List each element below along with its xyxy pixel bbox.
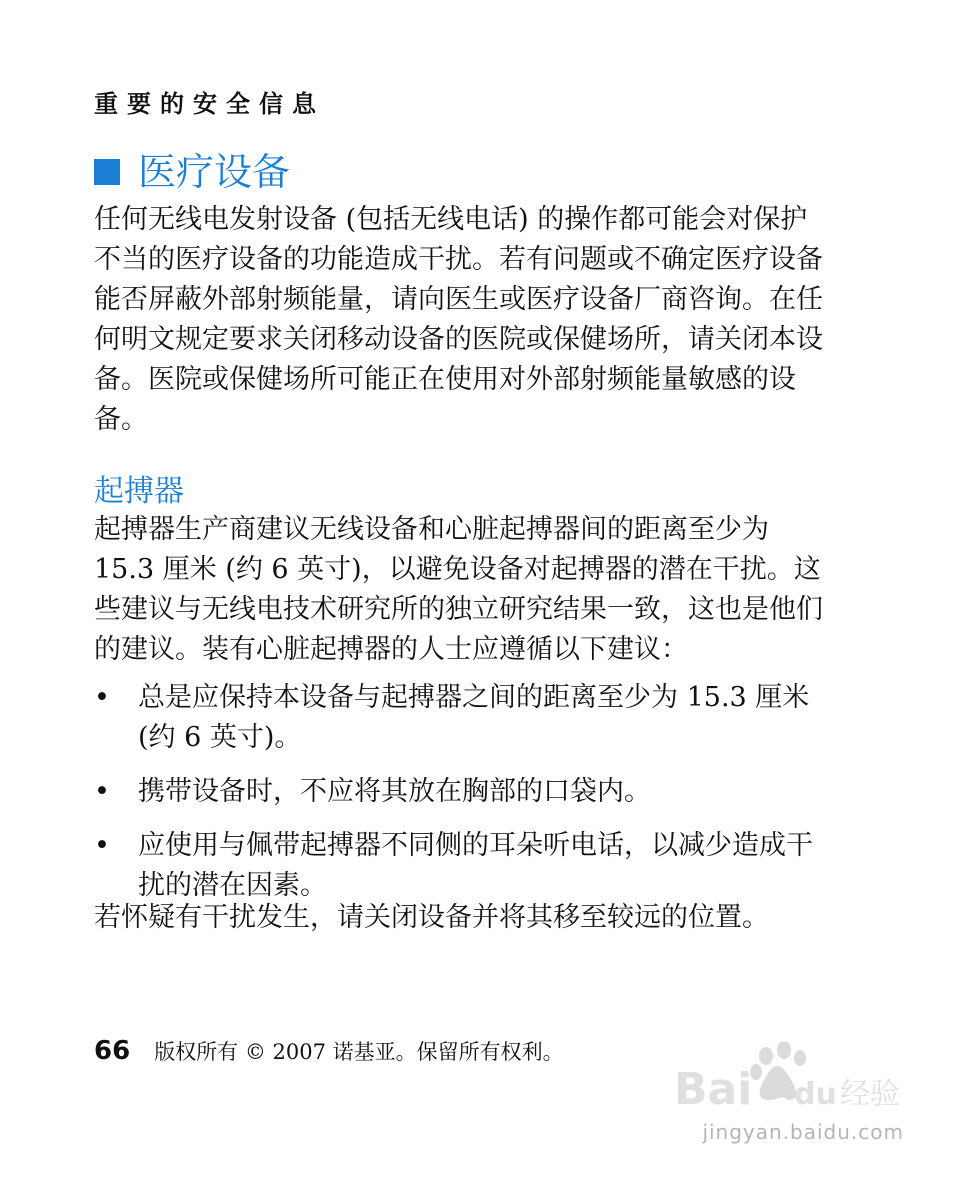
svg-text:du: du bbox=[794, 1077, 837, 1112]
page-footer bbox=[94, 1036, 564, 1066]
svg-text:经验: 经验 bbox=[840, 1077, 900, 1112]
list-item-text: 总是应保持本设备与起搏器之间的距离至少为 15.3 厘米 (约 6 英寸)。 bbox=[138, 682, 810, 753]
intro-paragraph: 任何无线电发射设备 (包括无线电话) 的操作都可能会对保护不当的医疗设备的功能造成干扰。若有问题或不确定医疗设备能否屏蔽外部射频能量，请向医生或医疗设备厂商咨询。在任何明文规定要求关闭移动设备的医院或保健场所，请关闭本设备。医院或保健场所可能正在使用对外部射频能量敏感的设备。 bbox=[94, 204, 823, 435]
bullet-icon: • bbox=[94, 682, 110, 713]
pacemaker-heading: 起搏器 bbox=[94, 474, 184, 509]
page-number: 66 bbox=[94, 1036, 131, 1066]
pacemaker-paragraph: 起搏器生产商建议无线设备和心脏起搏器间的距离至少为 15.3 厘米 (约 6 英寸)，以避免设备对起搏器的潜在干扰。这些建议与无线电技术研究所的独立研究结果一致，这也是他们的建议。装有心脏起搏器的人士应遵循以下建议： bbox=[94, 514, 823, 665]
section-marker-icon bbox=[94, 159, 120, 185]
list-item-text: 携带设备时，不应将其放在胸部的口袋内。 bbox=[138, 776, 651, 807]
bullet-icon: • bbox=[94, 830, 110, 861]
watermark-url: jingyan.baidu.com bbox=[702, 1120, 904, 1144]
list-item bbox=[94, 678, 829, 758]
list-item bbox=[94, 826, 829, 906]
recommendation-list bbox=[94, 678, 829, 920]
list-item bbox=[94, 772, 829, 812]
section-title-text: 医疗设备 bbox=[138, 150, 291, 194]
list-item-text: 应使用与佩带起搏器不同侧的耳朵听电话，以减少造成干扰的潜在因素。 bbox=[138, 830, 813, 901]
bullet-icon: • bbox=[94, 776, 110, 807]
copyright-notice: 版权所有 © 2007 诺基亚。保留所有权利。 bbox=[154, 1040, 564, 1064]
closing-paragraph: 若怀疑有干扰发生，请关闭设备并将其移至较远的位置。 bbox=[94, 902, 769, 933]
section-title bbox=[94, 148, 290, 196]
svg-text:Bai: Bai bbox=[674, 1064, 753, 1115]
running-head: 重要的安全信息 bbox=[94, 90, 325, 118]
